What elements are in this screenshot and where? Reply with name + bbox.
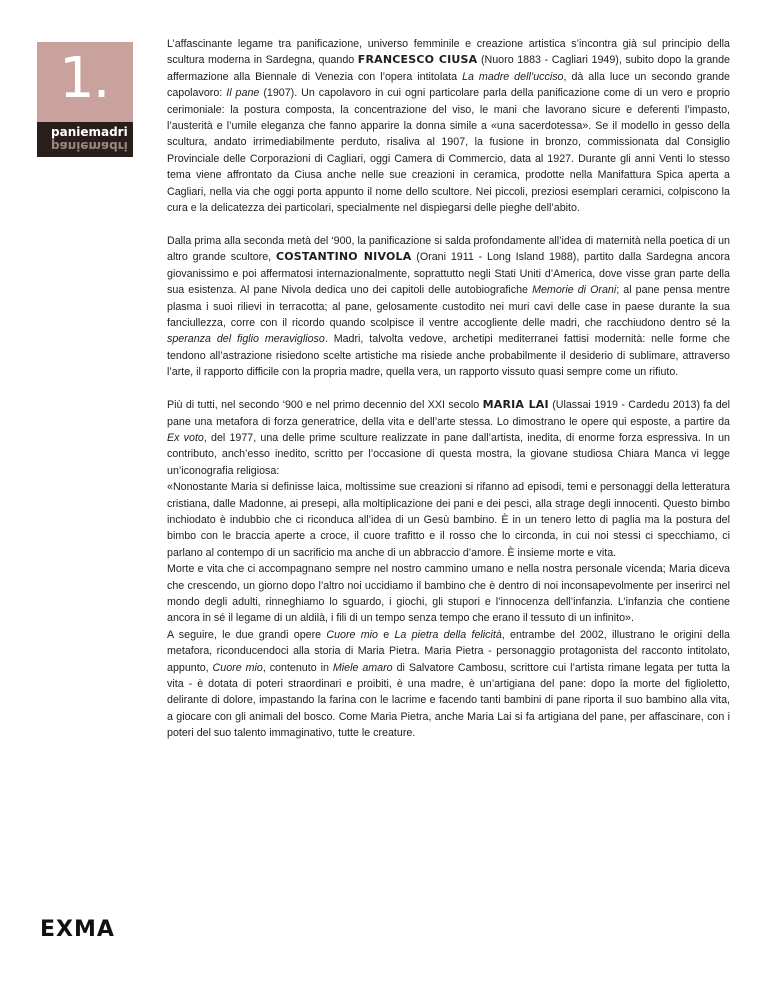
text-run: . Madri, talvolta vedove, archetipi mediterranei fattisi modernità: nelle forme che tendono all’astrazione risiedono scelte artistiche ma risiede anche probabilmente il desiderio di sublimare, attraverso l’arte, il rapporto difficile con la propria madre, quella vera, un rapporto vissuto quasi sempre come un rifiuto. bbox=[167, 333, 731, 379]
text-run: A seguire, le due grandi opere bbox=[167, 628, 327, 641]
text-run: di Salvatore Cambosu, scrittore cui l’artista rimane legata per tutta la vita - è dotata di poteri straordinari e proibiti, è una madre, è un’artigiana del pane: dopo la morte del figlioletto, delirante di dolore, impastando la farina con le lacrime e facendo tanti bambini di pane riporta il suo bambino alla vita, a giocare con gli animali del bosco. Come Maria Pietra, anche Maria Lai si fa artigiana del pane, per affascinare, con i poteri del suo talento immaginativo, tutte le creature. bbox=[167, 661, 730, 740]
text-run: , contenuto in bbox=[262, 661, 333, 674]
work-title: Miele amaro bbox=[332, 661, 393, 674]
text-run: e bbox=[377, 628, 395, 641]
text-run: (Ulassai 1919 - Cardedu 2013) fa del pane una metafora di forza generatrice, della vita e dell’arte stessa. Lo dimostrano le opere qui esposte, a partire da bbox=[167, 399, 730, 428]
text-run: ; al pane pensa mentre plasma i suoi rilievi in terracotta; al pane, gelosamente custodito nei muri cavi delle case in paese durante la sua fanciullezza, corre con il ricordo quando scolpisce il ventre accogliente delle madri, che racchiudono dentro sé la bbox=[167, 284, 730, 329]
text-run: Più di tutti, nel secondo ‘900 e nel primo decennio del XXI secolo bbox=[167, 399, 483, 412]
artist-name: FRANCESCO CIUSA bbox=[357, 53, 478, 67]
work-title: Cuore mio bbox=[212, 661, 263, 674]
artist-name: MARIA LAI bbox=[482, 398, 549, 412]
brand-band bbox=[37, 122, 133, 157]
paragraph-quote-1 bbox=[167, 479, 730, 561]
text-run: , dà alla luce un secondo grande capolavoro: bbox=[167, 70, 730, 100]
paragraph-cuore-mio bbox=[167, 627, 730, 742]
text-run: (1907). Un capolavoro in cui ogni particolare parla della panificazione come di un vero e proprio cerimoniale: la postura composta, la concentrazione del viso, le mani che lavorano sicure e deferenti l’impasto, l’austerità e l’umile eleganza che fanno apparire la donna simile a «una sacerdotessa». Se il modello in gesso della scultura, andato irrimediabilmente perduto, risaliva al 1907, la fusione in bronzo, commissionata dal Consiglio Provinciale delle Corporazioni di Cagliari, oggi Camera di Commercio, data al 1927. Durante gli anni Venti lo stesso tema viene affrontato da Ciusa anche nelle sue creazioni in ceramica, prodotte nella Manifattura Spica aperta a Cagliari, nella via che oggi porta appunto il nome dello scultore. Nei piccoli, preziosi esemplari ceramici, colpiscono la cura e la delicatezza dei particolari, specialmente nel dispiegarsi delle pieghe dell’abito. bbox=[167, 87, 730, 215]
work-title: La pietra della felicità bbox=[394, 628, 502, 641]
paragraph-nivola bbox=[167, 233, 730, 381]
paragraph-lai bbox=[167, 397, 730, 479]
exma-logo: EXMA bbox=[40, 917, 115, 942]
text-run: (Nuoro 1883 - Cagliari 1949), subito dopo la grande affermazione alla Biennale di Venezia con l’opera intitolata bbox=[167, 54, 730, 83]
paragraph-ciusa bbox=[167, 36, 730, 216]
text-run: Morte e vita che ci accompagnano sempre nel nostro cammino umano e nella nostra personale vicenda; Maria diceva che crescendo, un giorno dopo l’altro noi uccidiamo il bambino che è dentro di noi inconsapevolmente per inserirci nel mondo degli adulti, rinneghiamo lo sguardo, i giochi, gli stupori e l’innocenza dell’infanzia. L’infanzia che contiene ancora in sé il legame di un aldilà, i fili di un tempo senza tempo che erano il tessuto di un infinito». bbox=[167, 563, 730, 625]
text-run: Dalla prima alla seconda metà del ‘900, la panificazione si salda profondamente all’idea di maternità nella poetica di un altro grande scultore, bbox=[167, 234, 730, 264]
work-title: La madre dell’ucciso bbox=[462, 70, 564, 83]
brand-logo-text: paniemadri bbox=[51, 125, 128, 139]
text-run: «Nonostante Maria si definisse laica, moltissime sue creazioni si rifanno ad episodi, temi e personaggi della letteratura cristiana, dalle Madonne, ai presepi, alla moltiplicazione dei pani e dei pesci, alla strage degli innocenti. Questo bimbo inchiodato è indubbio che ci riconduca all’idea di un Gesù bambino. È in un tenero letto di paglia ma la postura del bimbo con le braccia aperte a croce, il cuore trafitto e il rosso che lo circonda, in cui noi stessi ci specchiamo, ci parlano al contempo di un sacrificio ma anche di un abbraccio d’amore. È insieme morte e vita. bbox=[167, 481, 730, 559]
text-run: , del 1977, una delle prime sculture realizzate in pane dall’artista, inedita, di enorme forza espressiva. In un contributo, anch’esso inedito, scritto per l’occasione di questa mostra, la giovane studiosa Chiara Manca vi legge un’iconografia religiosa: bbox=[167, 431, 730, 477]
section-number: 1. bbox=[59, 46, 109, 111]
work-title: Ex voto bbox=[167, 431, 204, 444]
work-title: Il pane bbox=[226, 87, 260, 100]
work-title: Memorie di Orani bbox=[532, 284, 617, 297]
text-run: (Orani 1911 - Long Island 1988), partito dalla Sardegna ancora giovanissimo e poi affermatosi internazionalmente, soprattutto negli Stati Uniti d’America, dove visse gran parte della sua esistenza. Al pane Nivola dedica uno dei capitoli delle autobiografiche bbox=[167, 251, 730, 297]
artist-name: COSTANTINO NIVOLA bbox=[275, 250, 412, 264]
text-run: L’affascinante legame tra panificazione, universo femminile e creazione artistica s’incontra già sul principio della scultura moderna in Sardegna, quando bbox=[167, 38, 730, 67]
work-title: Cuore mio bbox=[326, 628, 378, 641]
brand-logo-reflection: paniemadri bbox=[51, 139, 128, 153]
paragraph-quote-2 bbox=[167, 561, 730, 627]
work-title: speranza del figlio meraviglioso bbox=[167, 333, 325, 346]
section-tab bbox=[37, 42, 133, 157]
article-body bbox=[167, 36, 730, 742]
text-run: , entrambe del 2002, illustrano le origini della metafora, riconducendoci alla storia di Maria Pietra. Maria Pietra - personaggio protagonista del racconto intitolato, appunto, bbox=[167, 628, 730, 674]
